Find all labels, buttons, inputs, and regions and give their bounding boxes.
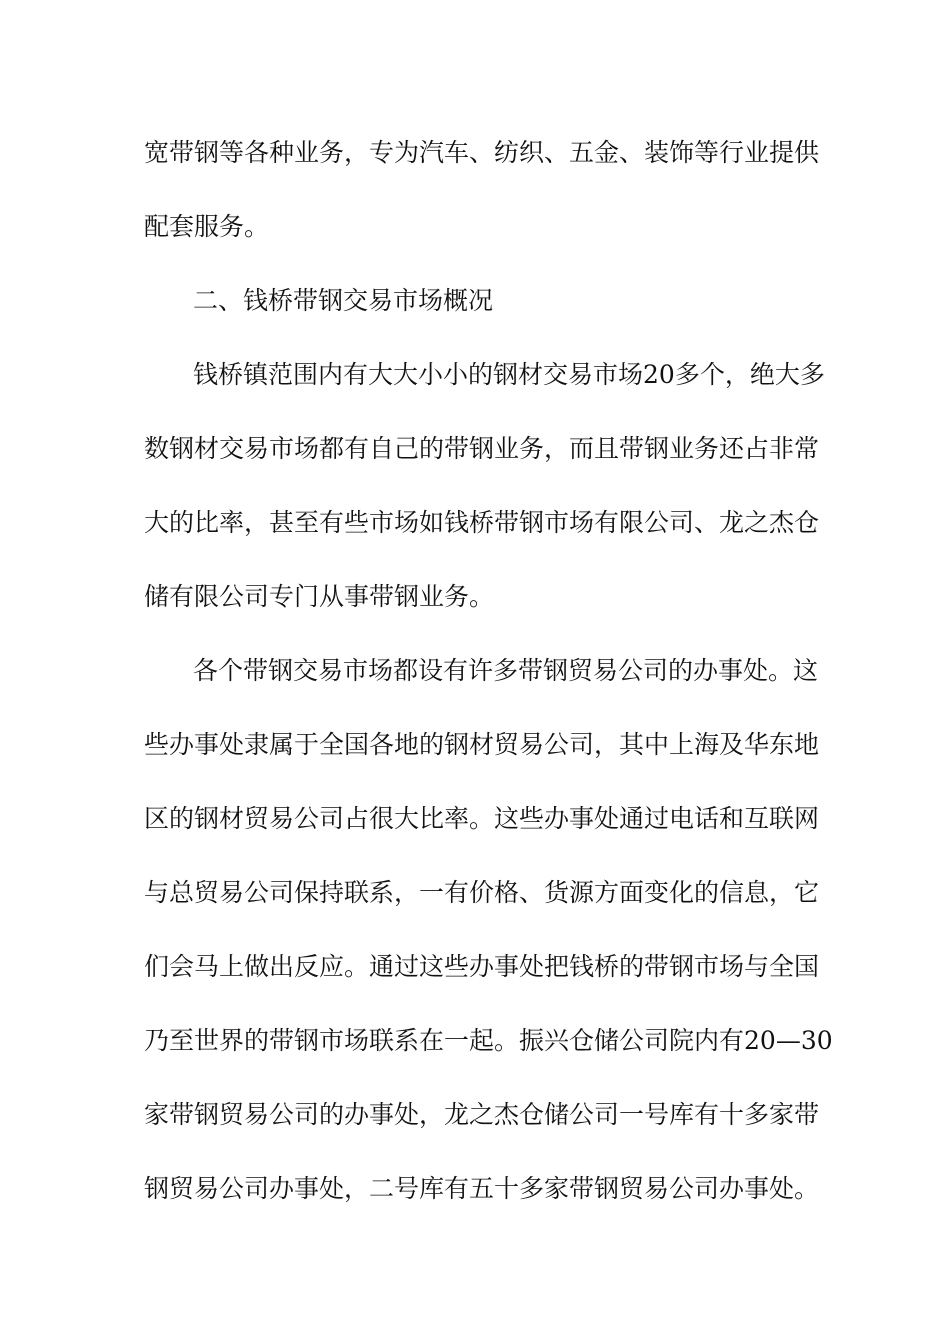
text-line: 与总贸易公司保持联系，一有价格、货源方面变化的信息，它 xyxy=(144,878,820,907)
text-line: 大的比率，甚至有些市场如钱桥带钢市场有限公司、龙之杰仓 xyxy=(144,508,820,537)
text-line: 配套服务。 xyxy=(144,212,270,241)
section-heading: 二、钱桥带钢交易市场概况 xyxy=(193,286,494,315)
text-line: 些办事处隶属于全国各地的钢材贸易公司，其中上海及华东地 xyxy=(144,730,820,759)
text-line: 各个带钢交易市场都设有许多带钢贸易公司的办事处。这 xyxy=(193,656,819,685)
text-line: 钢贸易公司办事处，二号库有五十多家带钢贸易公司办事处。 xyxy=(144,1174,820,1203)
text-line: 数钢材交易市场都有自己的带钢业务，而且带钢业务还占非常 xyxy=(144,434,820,463)
text-line: 区的钢材贸易公司占很大比率。这些办事处通过电话和互联网 xyxy=(144,804,820,833)
text-line: 家带钢贸易公司的办事处，龙之杰仓储公司一号库有十多家带 xyxy=(144,1100,820,1129)
text-line: 钱桥镇范围内有大大小小的钢材交易市场20多个，绝大多 xyxy=(193,360,825,389)
text-line: 们会马上做出反应。通过这些办事处把钱桥的带钢市场与全国 xyxy=(144,952,820,981)
text-line: 储有限公司专门从事带钢业务。 xyxy=(144,582,495,611)
text-line: 宽带钢等各种业务，专为汽车、纺织、五金、装饰等行业提供 xyxy=(144,138,820,167)
text-line: 乃至世界的带钢市场联系在一起。振兴仓储公司院内有20—30 xyxy=(144,1026,833,1055)
